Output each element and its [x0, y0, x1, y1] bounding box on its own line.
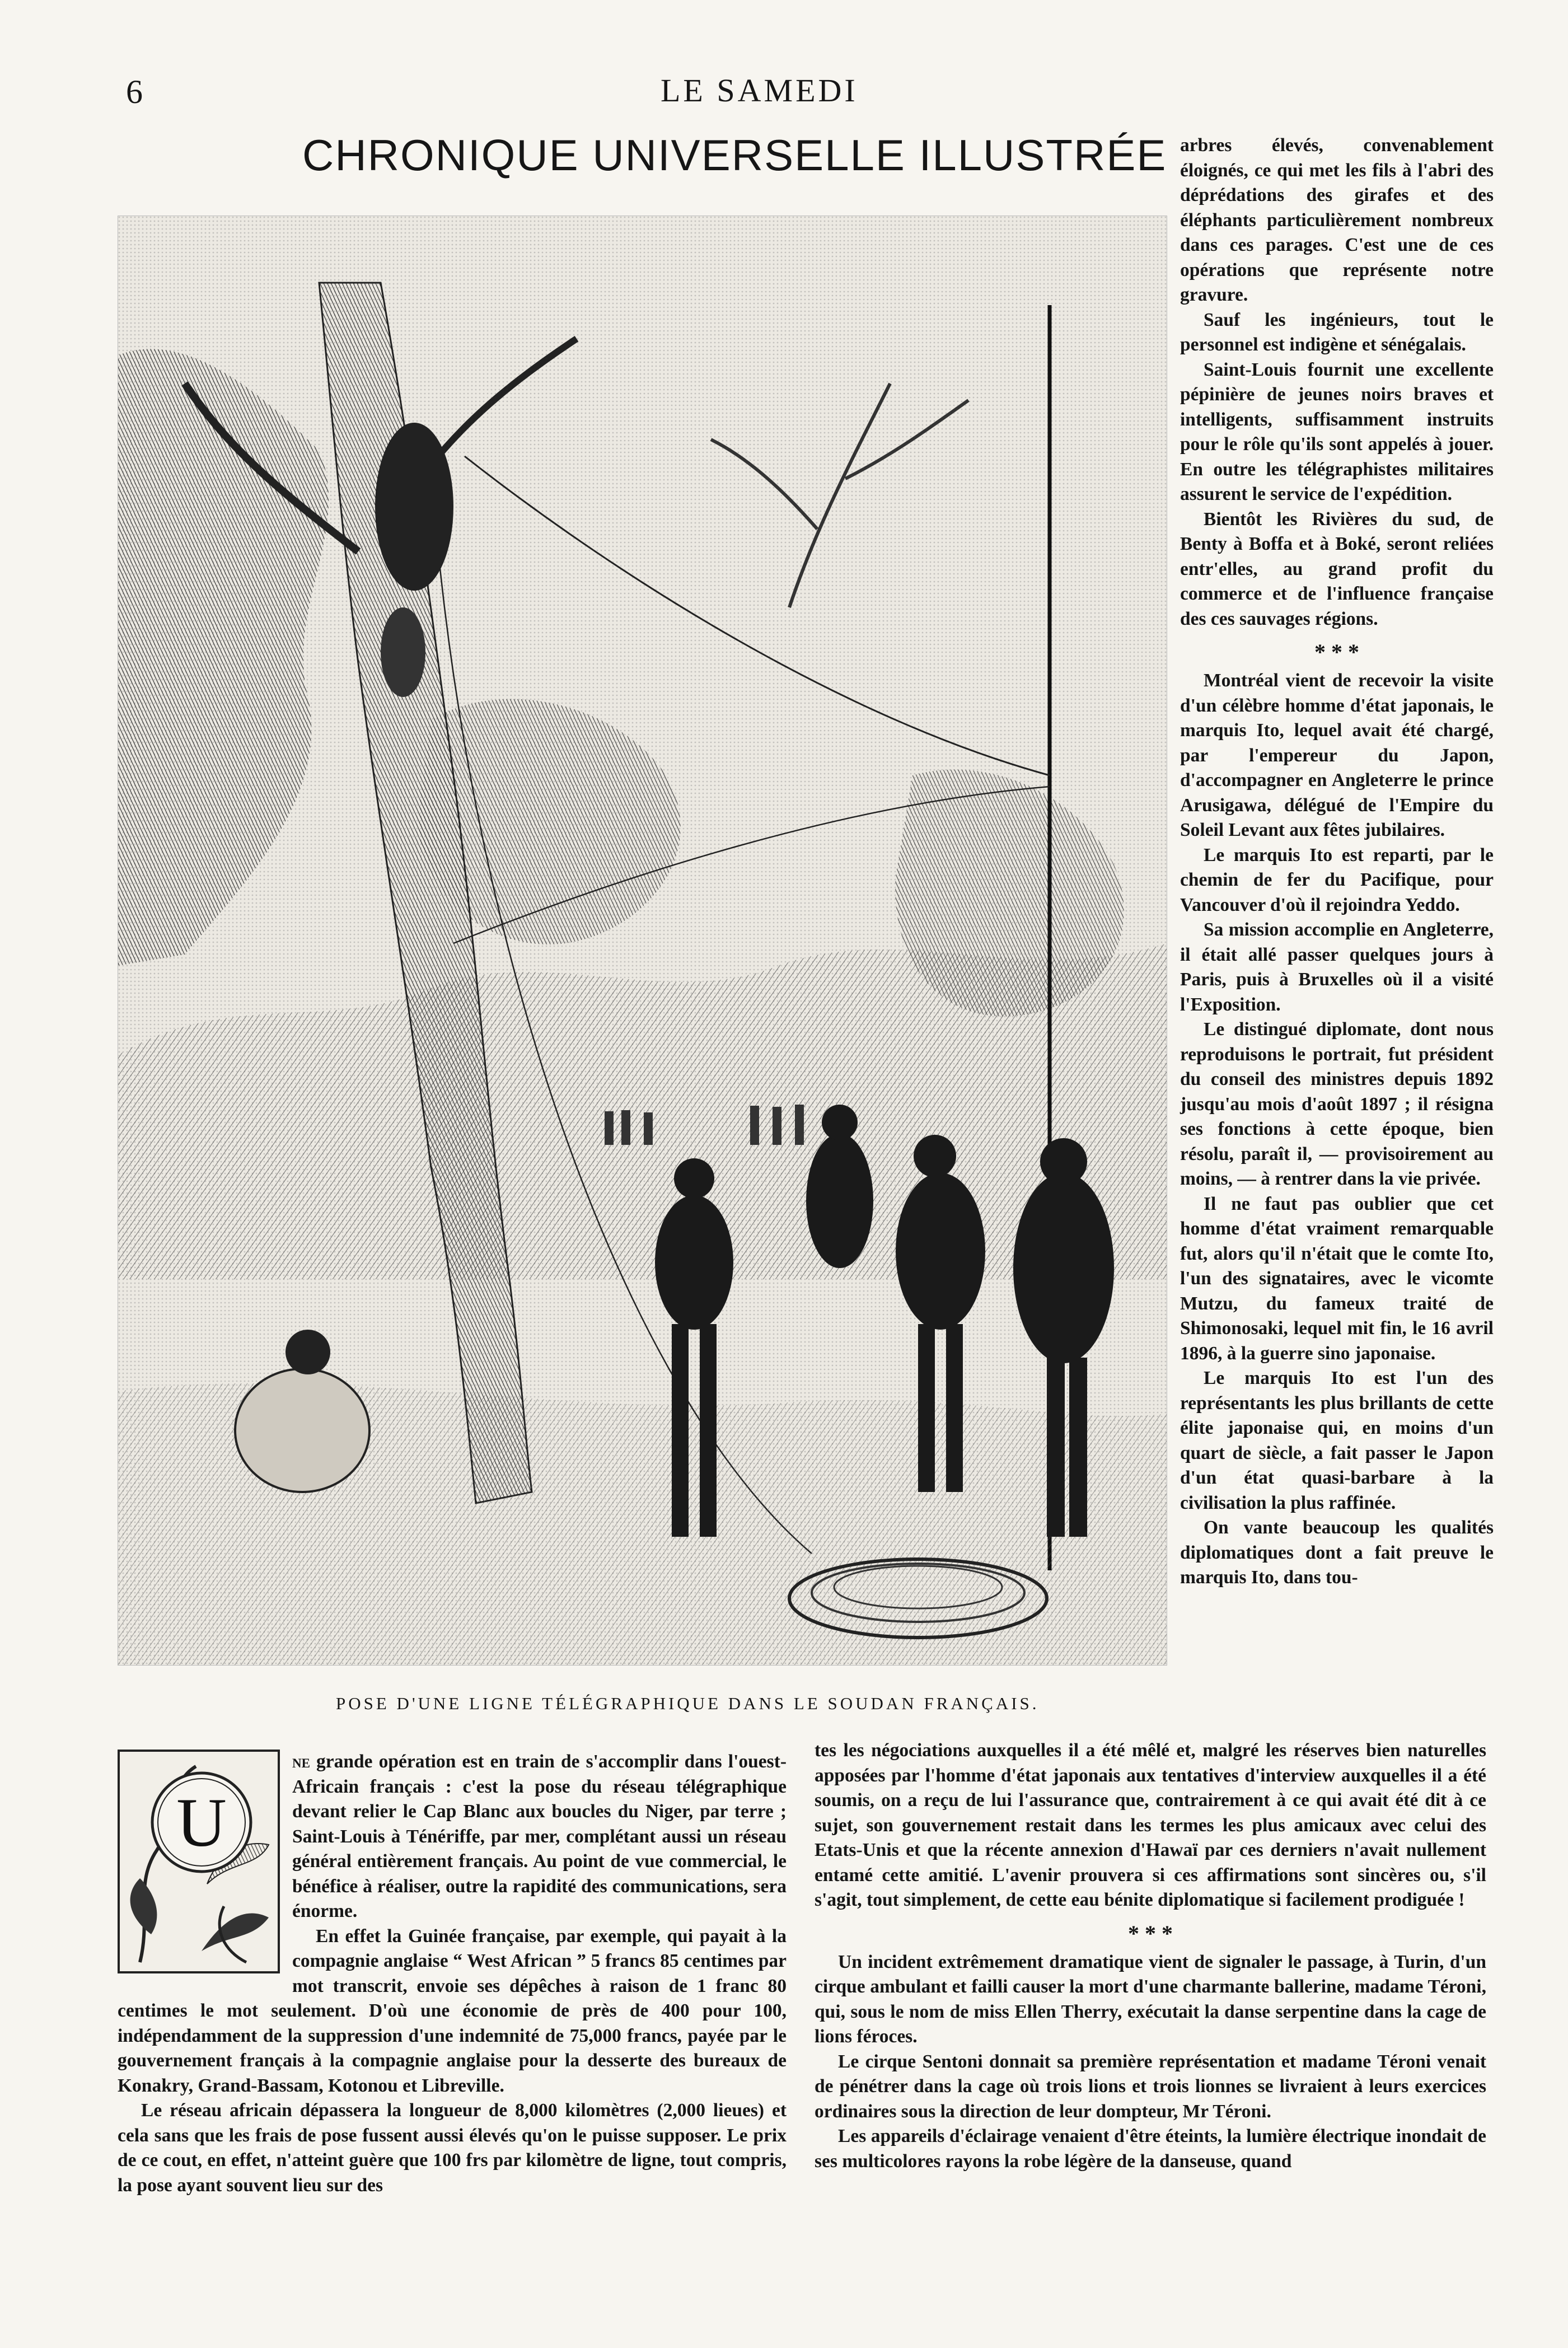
telegraph-continued-paragraph: arbres élevés, convenablement éloignés, ce qui met les fils à l'abri des déprédations des girafes et des éléphants particulièrement nombreux dans ces parages. C'est une de ces opérations que représente notre gravure. [1180, 135, 1494, 305]
ito-paragraph: Il ne faut pas oublier que cet homme d'état vraiment remarquable fut, alors qu'il n'était que le comte Ito, l'un des signataires, avec le vicomte Mutzu, du fameux traité de Shimonosaki, lequel mit fin, le 16 avril 1896, à la guerre sino japonaise. [1180, 1193, 1494, 1364]
drop-cap-ornament [118, 1750, 280, 1973]
circus-paragraph: Un incident extrêmement dramatique vient de signaler le passage, à Turin, d'un cirque ambulant et failli causer la mort d'une charmante ballerine, madame Téroni, qui, sous le nom de miss Ellen Therry, exécutait la danse serpentine dans la cage de lions féroces. [815, 1951, 1486, 2047]
circus-paragraph: Le cirque Sentoni donnait sa première représentation et madame Téroni venait de pénétrer dans la cage où trois lions et trois lionnes se livraient à leurs exercices ordinaires sous la direction de leur dompteur, Mr Téroni. [815, 2051, 1486, 2122]
drop-cap-letter: U [176, 1784, 227, 1861]
engraving-illustration [118, 216, 1167, 1666]
ito-continued-paragraph: tes les négociations auxquelles il a été mêlé et, malgré les réserves bien naturelles apposées par l'homme d'état japonais aux tentatives d'interview auxquelles il a été soumis, on a reçu de lui l'assurance que, contrairement à ce qui avait été dit à ce sujet, son gouvernement restait dans les termes les plus amicaux avec celui des Etats-Unis et que la récente annexion d'Hawaï par ces derniers n'avait nullement entamé cette amitié. L'avenir prouvera si ces affirmations sont sincères ou, s'il s'agit, tout simplement, de cette eau bénite diplomatique si facilement prodiguée ! [815, 1740, 1486, 1910]
telegraph-continued-paragraph: Saint-Louis fournit une excellente pépinière de jeunes noirs braves et intelligents, suffisamment instruits pour le rôle qu'ils sont appelés à jouer. En outre les télégraphistes militaires assurent le service de l'expédition. [1180, 359, 1494, 504]
circus-paragraph: Les appareils d'éclairage venaient d'être éteints, la lumière électrique inondait de ses multicolores rayons la robe légère de la danseuse, quand [815, 2126, 1486, 2172]
ito-paragraph: Le distingué diplomate, dont nous reproduisons le portrait, fut président du conseil des ministres depuis 1892 jusqu'au mois d'août 1897 ; il résigna ses fonctions à cette époque, bien résolu, paraît il, — provisoirement au moins, — à rentrer dans la vie privée. [1180, 1019, 1494, 1189]
ito-paragraph: Montréal vient de recevoir la visite d'un célèbre homme d'état japonais, le marquis Ito, lequel avait été chargé, par l'empereur du Japon, d'accompagner en Angleterre le prince Arusigawa, délégué de l'Empire du Soleil Levant aux fêtes jubilaires. [1180, 670, 1494, 840]
ito-paragraph: On vante beaucoup les qualités diplomatiques dont a fait preuve le marquis Ito, dans tou- [1180, 1517, 1494, 1588]
ito-paragraph: Le marquis Ito est l'un des représentants les plus brillants de cette élite japonaise qui, en moins d'un quart de siècle, a fait passer le Japon d'un état quasi-barbare à la civilisation la plus raffinée. [1180, 1368, 1494, 1513]
telegraph-continued-paragraph: Sauf les ingénieurs, tout le personnel est indigène et sénégalais. [1180, 309, 1494, 355]
illustration-caption: POSE D'UNE LIGNE TÉLÉGRAPHIQUE DANS LE SOUDAN FRANÇAIS. [336, 1694, 1040, 1713]
bottom-right-column [815, 1738, 1486, 2174]
journal-title: LE SAMEDI [661, 72, 858, 109]
telegraph-continued-paragraph: Bientôt les Rivières du sud, de Benty à Boffa et à Boké, seront reliées entr'elles, au grand profit du commerce et de l'influence française des ces sauvages régions. [1180, 508, 1494, 629]
right-column [1180, 133, 1494, 1591]
engraving-drawing [118, 216, 1167, 1666]
telegraph-article [118, 1750, 787, 2198]
section-title: CHRONIQUE UNIVERSELLE ILLUSTRÉE [302, 130, 1167, 180]
section-separator: * * * [1128, 1920, 1173, 1946]
drop-cap [118, 1750, 280, 1973]
ito-paragraph: Le marquis Ito est reparti, par le chemin de fer du Pacifique, pour Vancouver d'où il rejoindra Yeddo. [1180, 844, 1494, 915]
telegraph-paragraph: Le réseau africain dépassera la longueur de 8,000 kilomètres (2,000 lieues) et cela sans que les frais de pose fussent aussi élevés qu'on le puisse supposer. Le prix de ce cout, en effet, n'atteint guère que 100 frs par kilomètre de ligne, tout compris, la pose ayant souvent lieu sur des [118, 2100, 787, 2196]
telegraph-paragraph: En effet la Guinée française, par exemple, qui payait à la compagnie anglaise “ West African ” 5 francs 85 centimes par mot transcrit, envoie ses dépêches à raison de 1 franc 80 centimes le mot seulement. D'où une économie de près de 400 pour 100, indépendamment de la suppression d'une indemnité de 75,000 francs, payée par le gouvernement français à la compagnie anglaise pour la desserte des bureaux de Konakry, Grand-Bassam, Kotonou et Libreville. [118, 1925, 787, 2096]
section-separator: * * * [1314, 639, 1359, 665]
page-number: 6 [126, 73, 143, 110]
lead-word: ne [292, 1751, 310, 1772]
lead-paragraph-text: grande opération est en train de s'accomplir dans l'ouest-Africain français : c'est la pose du réseau télégraphique devant relier le Cap Blanc aux boucles du Niger, par terre ; Saint-Louis à Ténériffe, par mer, complétant aussi un réseau général entièrement français. Au point de vue commercial, le bénéfice à réaliser, outre la rapidité des communications, sera énorme. [292, 1751, 787, 1921]
ito-paragraph: Sa mission accomplie en Angleterre, il était allé passer quelques jours à Paris, puis à Bruxelles où il a visité l'Exposition. [1180, 919, 1494, 1015]
